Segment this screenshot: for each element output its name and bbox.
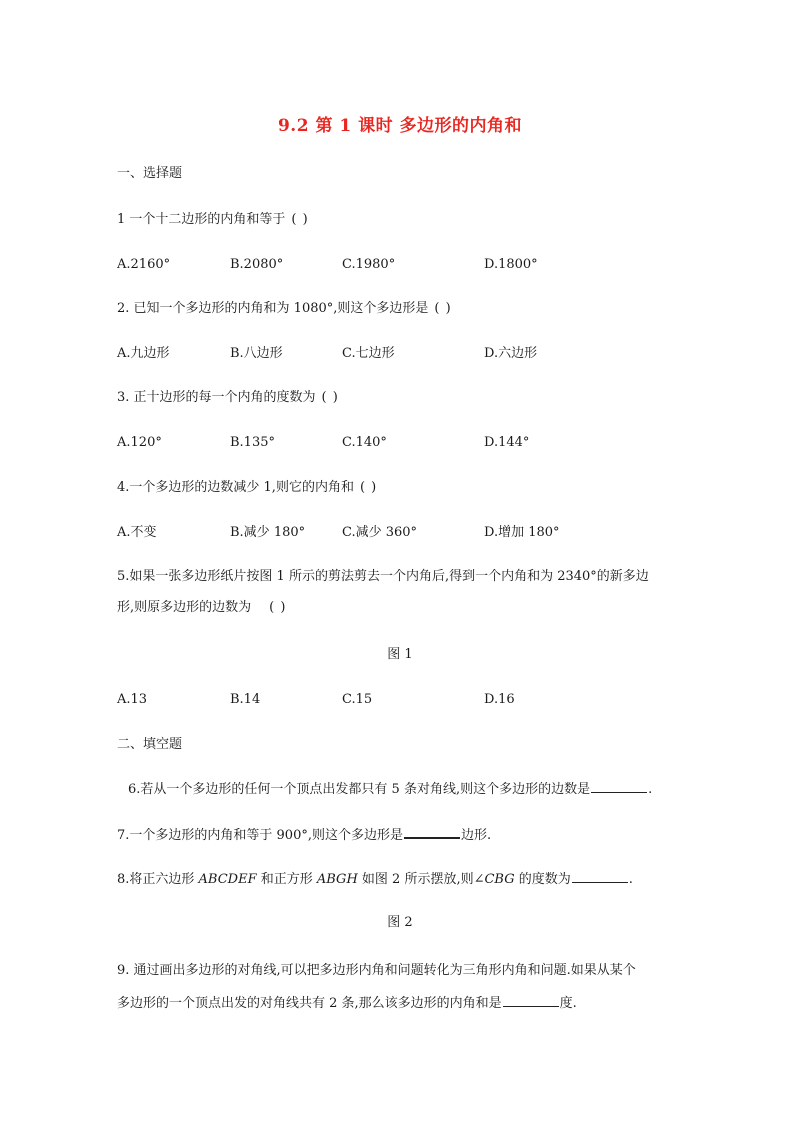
question-5-line-1: 5.如果一张多边形纸片按图 1 所示的剪法剪去一个内角后,得到一个内角和为 2340°的新多边 [117, 569, 649, 584]
q5-option-a: A.13 [117, 692, 148, 707]
answer-parentheses: ( ) [269, 600, 287, 615]
question-1-stem: 1 一个十二边形的内角和等于 [117, 212, 286, 227]
question-4 [117, 478, 377, 498]
section-choice-heading: 一、选择题 [117, 166, 183, 181]
answer-parentheses: ( ) [434, 301, 452, 316]
hexagon-label: ABCDEF [198, 872, 257, 887]
question-8-text-1: 8.将正六边形 [117, 872, 199, 887]
question-5-line-2 [117, 598, 286, 618]
figure-2-caption: 图 2 [387, 915, 413, 930]
figure-1-caption: 图 1 [387, 647, 413, 662]
q1-option-d: D.1800° [484, 257, 538, 272]
question-8-text-3: 如图 2 所示摆放,则∠ [357, 872, 485, 887]
question-1 [117, 210, 309, 230]
q4-option-c: C.减少 360° [342, 525, 418, 540]
question-6 [128, 779, 652, 800]
answer-parentheses: ( ) [359, 480, 378, 495]
answer-parentheses: ( ) [291, 212, 309, 227]
question-2 [117, 299, 452, 319]
q2-option-a: A.九边形 [117, 346, 170, 361]
q3-option-b: B.135° [230, 435, 275, 450]
question-8-text-2: 和正方形 [256, 872, 317, 887]
q3-option-c: C.140° [342, 435, 387, 450]
question-5-stem-end: 形,则原多边形的边数为 [117, 600, 252, 615]
q3-option-a: A.120° [117, 435, 162, 450]
q1-option-b: B.2080° [230, 257, 284, 272]
square-label: ABGH [316, 872, 358, 887]
answer-blank[interactable] [503, 993, 559, 1007]
question-7-end: 边形. [460, 828, 492, 843]
q4-option-a: A.不变 [117, 525, 157, 540]
q4-option-d: D.增加 180° [484, 525, 560, 540]
question-9-line-1: 9. 通过画出多边形的对角线,可以把多边形内角和问题转化为三角形内角和问题.如果从某个 [117, 963, 636, 978]
question-7 [117, 824, 491, 846]
question-2-stem: 2. 已知一个多边形的内角和为 1080°,则这个多边形是 [117, 301, 429, 316]
q3-option-d: D.144° [484, 435, 530, 450]
q1-option-c: C.1980° [342, 257, 396, 272]
section-fill-heading: 二、填空题 [117, 737, 183, 752]
answer-parentheses: ( ) [321, 390, 339, 405]
q2-option-c: C.七边形 [342, 346, 395, 361]
angle-label: CBG [484, 872, 515, 887]
answer-blank[interactable] [591, 779, 647, 793]
answer-blank[interactable] [572, 869, 628, 883]
question-8-end: . [628, 872, 633, 887]
question-6-text: 6.若从一个多边形的任何一个顶点出发都只有 5 条对角线,则这个多边形的边数是 [128, 782, 591, 797]
question-3-stem: 3. 正十边形的每一个内角的度数为 [117, 390, 316, 405]
question-8-text-4: 的度数为 [514, 872, 571, 887]
question-4-stem: 4.一个多边形的边数减少 1,则它的内角和 [117, 480, 354, 495]
q5-option-b: B.14 [230, 692, 261, 707]
q5-option-c: C.15 [342, 692, 373, 707]
q2-option-b: B.八边形 [230, 346, 283, 361]
q2-option-d: D.六边形 [484, 346, 538, 361]
q5-option-d: D.16 [484, 692, 515, 707]
question-3 [117, 388, 339, 408]
q1-option-a: A.2160° [117, 257, 171, 272]
q4-option-b: B.减少 180° [230, 525, 306, 540]
question-9-end: 度. [559, 996, 577, 1011]
question-8 [117, 869, 633, 890]
question-9-text: 多边形的一个顶点出发的对角线共有 2 条,那么该多边形的内角和是 [117, 996, 502, 1011]
page-title: 9.2 第 1 课时 多边形的内角和 [277, 116, 523, 136]
question-9-line-2 [117, 993, 577, 1014]
question-6-end: . [648, 782, 653, 797]
question-7-text: 7.一个多边形的内角和等于 900°,则这个多边形是 [117, 828, 403, 843]
answer-blank[interactable] [404, 824, 460, 839]
